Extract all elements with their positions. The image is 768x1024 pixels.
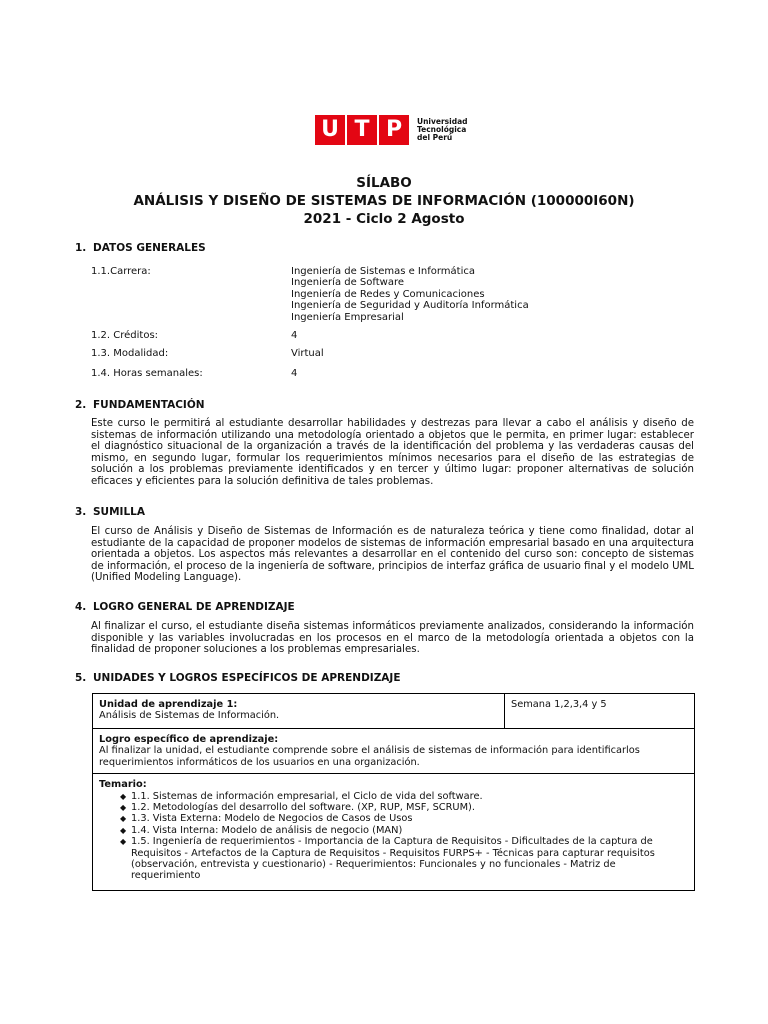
section-title: SUMILLA — [93, 506, 145, 518]
unit-name: Análisis de Sistemas de Información. — [99, 710, 280, 721]
section-number: 2. — [75, 399, 87, 411]
course-title: ANÁLISIS Y DISEÑO DE SISTEMAS DE INFORMACIÓN (100000I60N) — [133, 193, 635, 209]
section-number: 3. — [75, 506, 87, 518]
logro-general-text: Al finalizar el curso, el estudiante diseña sistemas informáticos previamente analizados, considerando la información disponible y las variables involucradas en los procesos en el marco de la metodología orientada a objetos con la finalidad de proponer soluciones a los problemas empresariales. — [91, 621, 694, 656]
carrera-list — [291, 266, 529, 323]
creditos-value: 4 — [291, 330, 298, 341]
carrera-label: 1.1.Carrera: — [91, 266, 151, 277]
temario-item-text: 1.2. Metodologías del desarrollo del software. (XP, RUP, MSF, SCRUM). — [131, 802, 475, 814]
bullet-icon: ◆ — [120, 814, 127, 824]
section-title: FUNDAMENTACIÓN — [93, 399, 205, 411]
section-heading-logro-general — [75, 601, 295, 613]
section-number: 5. — [75, 672, 87, 684]
carrera-item: Ingeniería de Sistemas e Informática — [291, 266, 475, 277]
carrera-item: Ingeniería de Software — [291, 277, 405, 289]
modalidad-label: 1.3. Modalidad: — [91, 348, 169, 359]
sumilla-text: El curso de Análisis y Diseño de Sistemas de Información es de naturaleza teórica y tiene como finalidad, dotar al estudiante de la capacidad de proponer modelos de sistemas de información empresarial basado en una arquitectura orientada a objetos. Los aspectos más relevantes a desarrollar en el contenido del curso son: concepto de sistemas de información, el proceso de la ingeniería de software, principios de interfaz gráfica de usuario final y el modelo UML (Unified Modeling Language). — [91, 526, 694, 584]
horas-value: 4 — [291, 368, 298, 379]
temario-item-text: 1.3. Vista Externa: Modelo de Negocios de Casos de Usos — [131, 813, 413, 825]
logo-letter-p: P — [379, 115, 409, 145]
bullet-icon: ◆ — [120, 791, 127, 801]
list-item — [99, 802, 688, 813]
list-item — [99, 791, 688, 802]
fundamentacion-text: Este curso le permitirá al estudiante desarrollar habilidades y destrezas para llevar a cabo el análisis y diseño de sistemas de información utilizando una metodología orientado a objetos que le permita, en primer lugar: establecer el diagnóstico situacional de la organización a través de la identificación del problema y las verdaderas causas del mismo, en segundo lugar, formular los requerimientos mínimos necesarios para el diseño de las estrategias de solución a los problemas previamente identificados y en tercer y último lugar: proponer alternativas de solución eficaces y eficientes para la solución definitiva de tales problemas. — [91, 418, 694, 487]
logo-line-3: del Perú — [417, 133, 453, 142]
section-title: DATOS GENERALES — [93, 242, 206, 254]
carrera-item: Ingeniería de Seguridad y Auditoría Informática — [291, 300, 529, 312]
logro-text: Al finalizar la unidad, el estudiante comprende sobre el análisis de sistemas de información para identificarlos requerimientos informáticos de los usuarios en una organización. — [99, 745, 640, 768]
unit-title-cell — [93, 694, 505, 728]
modalidad-value: Virtual — [291, 348, 324, 359]
logo-letter-t: T — [347, 115, 377, 145]
bullet-icon: ◆ — [120, 837, 127, 847]
section-number: 1. — [75, 242, 87, 254]
section-heading-unidades — [75, 672, 401, 684]
temario-item-text: 1.5. Ingeniería de requerimientos - Importancia de la Captura de Requisitos - Dificultades de la captura de Requisitos - Artefactos de la Captura de Requisitos - Requisitos FURPS+ - Técnicas para capturar requisitos (observación, entrevista y cuestionario) - Requerimientos: Funcionales y no funcionales - Matriz de requerimiento — [131, 836, 655, 882]
doc-title: SÍLABO — [356, 175, 412, 191]
unit-title: Unidad de aprendizaje 1: — [99, 699, 238, 710]
carrera-item: Ingeniería de Redes y Comunicaciones — [291, 288, 485, 300]
unit-temario-row — [93, 774, 694, 890]
list-item — [99, 813, 688, 824]
logo-letter-u: U — [315, 115, 345, 145]
section-title: UNIDADES Y LOGROS ESPECÍFICOS DE APRENDIZAJE — [93, 672, 401, 684]
section-heading-datos — [75, 242, 206, 254]
list-item — [99, 836, 688, 882]
section-heading-sumilla — [75, 506, 145, 518]
temario-title: Temario: — [99, 779, 147, 791]
utp-logo — [315, 115, 468, 145]
course-cycle: 2021 - Ciclo 2 Agosto — [303, 211, 465, 227]
bullet-icon: ◆ — [120, 803, 127, 813]
logro-title: Logro específico de aprendizaje: — [99, 734, 279, 745]
logo-line-1: Universidad — [417, 117, 468, 126]
creditos-label: 1.2. Créditos: — [91, 330, 159, 341]
unit-weeks-cell: Semana 1,2,3,4 y 5 — [511, 699, 607, 710]
unit-logro-row — [93, 729, 694, 774]
horas-label: 1.4. Horas semanales: — [91, 368, 203, 379]
section-number: 4. — [75, 601, 87, 613]
carrera-item: Ingeniería Empresarial — [291, 311, 404, 323]
section-heading-fundamentacion — [75, 399, 205, 411]
temario-item-text: 1.1. Sistemas de información empresarial, el Ciclo de vida del software. — [131, 790, 483, 802]
temario-item-text: 1.4. Vista Interna: Modelo de análisis de negocio (MAN) — [131, 824, 403, 836]
list-item — [99, 825, 688, 836]
section-title: LOGRO GENERAL DE APRENDIZAJE — [93, 601, 295, 613]
unit-table — [92, 693, 695, 891]
logo-university-name — [417, 118, 468, 142]
logo-line-2: Tecnológica — [417, 125, 467, 134]
bullet-icon: ◆ — [120, 825, 127, 835]
temario-list — [99, 791, 688, 882]
unit-header-row — [93, 694, 694, 729]
